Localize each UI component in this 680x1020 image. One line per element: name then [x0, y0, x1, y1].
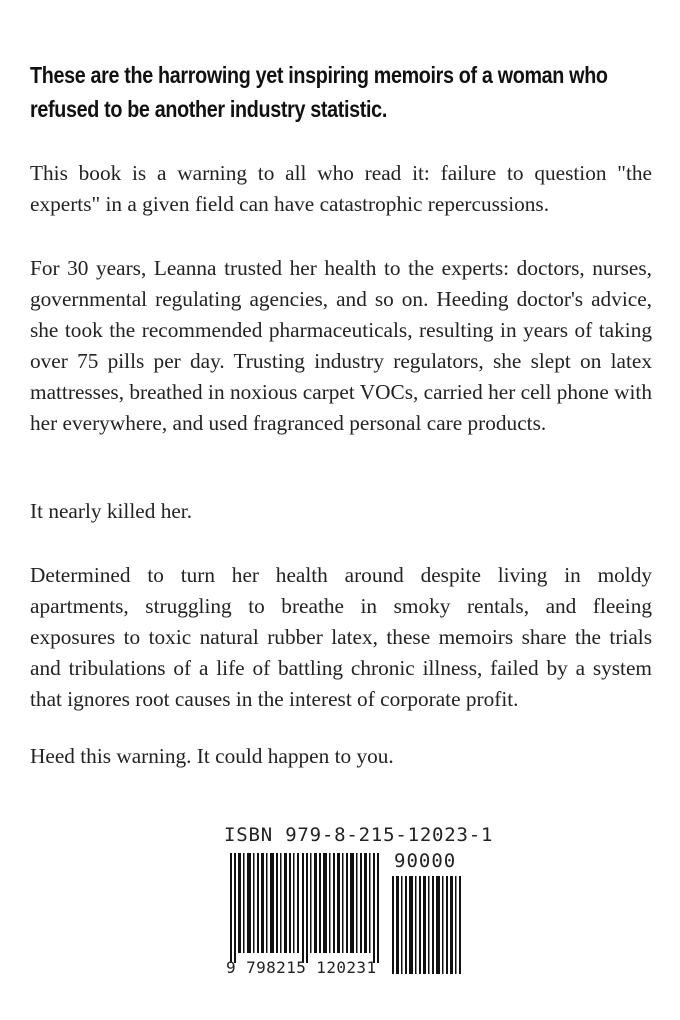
cover-headline: These are the harrowing yet inspiring memoirs of a woman who refused to be another industry statistic.	[30, 62, 608, 122]
paragraph-heed-warning: Heed this warning. It could happen to you.	[30, 744, 394, 768]
paragraph-determined: Determined to turn her health around despite living in moldy apartments, struggling to breathe in smoky rentals, and fleeing exposures to toxic natural rubber latex, these memoirs share the trials and tribulations of a life of battling chronic illness, failed by a system that ignores root causes in the interest of corporate profit.	[30, 563, 652, 711]
paragraph-nearly-killed: It nearly killed her.	[30, 499, 193, 523]
barcode-price-code: 90000	[394, 850, 457, 872]
paragraph-warning: This book is a warning to all who read it: failure to question "the experts" in a given field can have catastrophic repercussions.	[30, 161, 652, 216]
isbn-label: ISBN 979-8-215-12023-1	[224, 824, 494, 846]
barcode-icon	[230, 853, 382, 963]
paragraph-experts: For 30 years, Leanna trusted her health to the experts: doctors, nurses, governmental regulating agencies, and so on. Heeding doctor's advice, she took the recommended pharmaceuticals, resulting in years of taking over 75 pills per day. Trusting industry regulators, she slept on latex mattresses, breathed in noxious carpet VOCs, carried her cell phone with her everywhere, and used fragranced personal care products.	[30, 256, 652, 435]
barcode-addon-icon	[392, 876, 462, 974]
barcode-digits: 9 798215 120231	[226, 958, 377, 977]
